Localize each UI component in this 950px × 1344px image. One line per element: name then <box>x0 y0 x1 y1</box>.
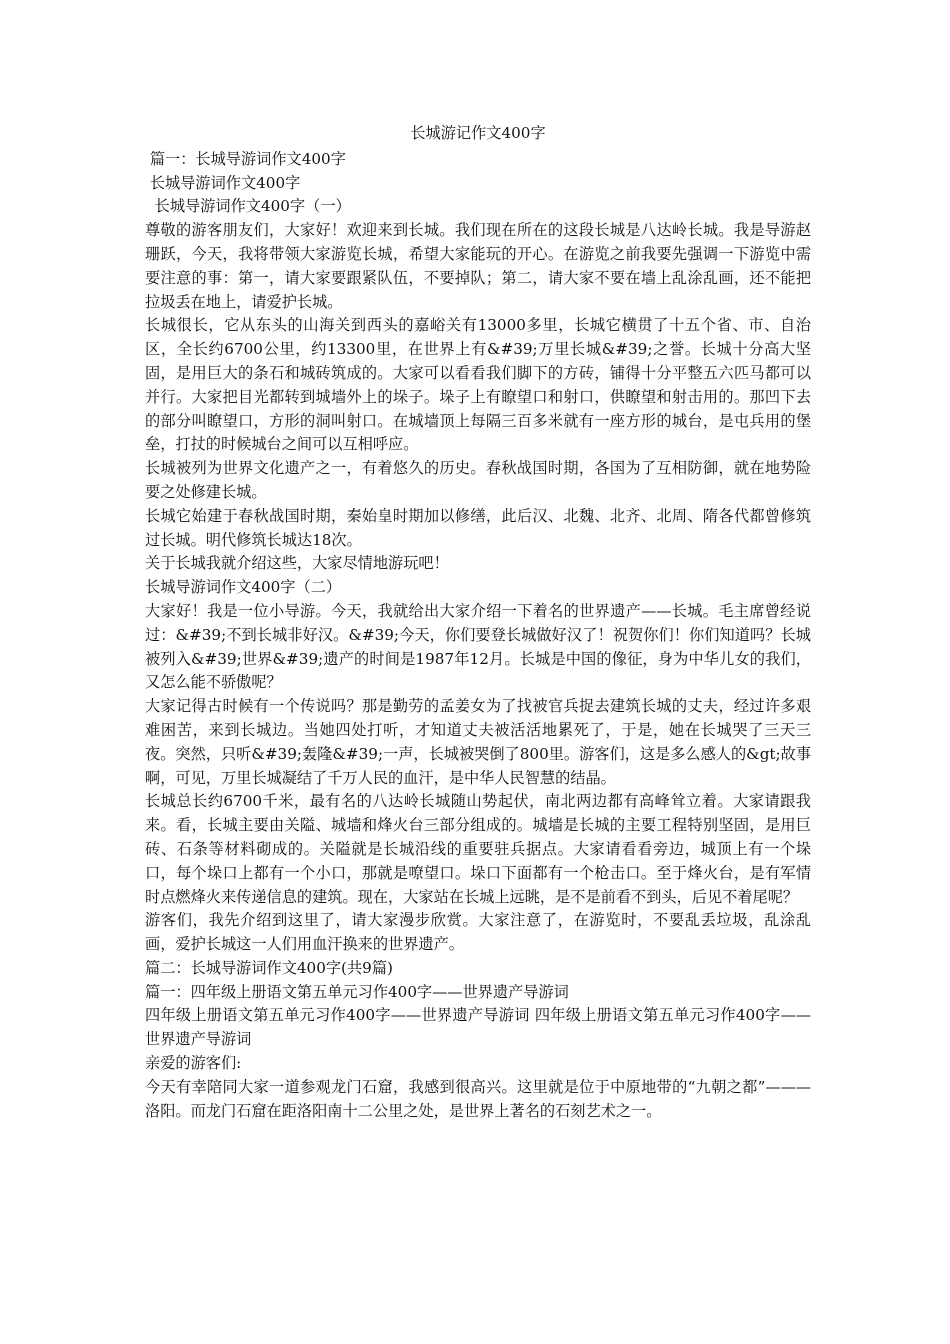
paragraph-8: 大家记得古时候有一个传说吗？那是勤劳的孟姜女为了找被官兵捉去建筑长城的丈夫，经过许多艰难困苦，来到长城边。当她四处打听，才知道丈夫被活活地累死了，于是，她在长城哭了三天三夜。突然，只听&#39;轰隆&#39;一声，长城被哭倒了800里。游客们，这是多么感人的&gt;故事啊，可见，万里长城凝结了千万人民的血汗，是中华人民智慧的结晶。 <box>145 697 812 787</box>
heading-line-1: 篇一：长城导游词作文400字 <box>145 149 346 168</box>
paragraph-2: 长城很长，它从东头的山海关到西头的嘉峪关有13000多里，长城它横贯了十五个省、市、自治区，全长约6700公里，约13300里，在世界上有&#39;万里长城&#39;之誉。长城十分高大坚固，是用巨大的条石和城砖筑成的。大家可以看看我们脚下的方砖，铺得十分平整五六匹马都可以并行。大家把目光都转到城墙外上的垛子。垛子上有瞭望口和射口，供瞭望和射击用的。那凹下去的部分叫瞭望口，方形的洞叫射口。在城墙顶上每隔三百多米就有一座方形的城台，是屯兵用的堡垒，打扙的时候城台之间可以互相呼应。 <box>145 316 811 454</box>
paragraph-15: 今天有幸陪同大家一道参观龙门石窟，我感到很高兴。这里就是位于中原地带的“九朝之都”———洛阳。而龙门石窟在距洛阳南十二公里之处，是世界上著名的石刻艺术之一。 <box>145 1077 811 1120</box>
paragraph-11: 篇二：长城导游词作文400字(共9篇) <box>145 958 393 977</box>
paragraph-14: 亲爱的游客们: <box>145 1054 242 1073</box>
paragraph-13: 四年级上册语文第五单元习作400字——世界遗产导游词 四年级上册语文第五单元习作400字——世界遗产导游词 <box>145 1006 811 1049</box>
paragraph-12: 篇一：四年级上册语文第五单元习作400字——世界遗产导游词 <box>145 982 569 1001</box>
heading-line-2: 长城导游词作文400字 <box>145 173 301 192</box>
paragraph-9: 长城总长约6700千米，最有名的八达岭长城随山势起伏，南北两边都有高峰耸立着。大家请跟我来。看，长城主要由关隘、城墙和烽火台三部分组成的。城墙是长城的主要工程特别坚固，是用巨砖、石条等材料砌成的。关隘就是长城沿线的重要驻兵据点。大家请看看旁边，城顶上有一个垛口，每个垛口上都有一个小口，那就是嘹望口。垛口下面都有一个枪击口。至于烽火台，是有军情时点燃烽火来传递信息的建筑。现在，大家站在长城上远眺，是不是前看不到头，后见不着尾呢？ <box>145 792 811 906</box>
paragraph-3: 长城被列为世界文化遗产之一，有着悠久的历史。春秋战国时期，各国为了互相防御，就在地势险要之处修建长城。 <box>145 459 811 501</box>
paragraph-5: 关于长城我就介绍这些，大家尽情地游玩吧！ <box>145 554 449 573</box>
document-body <box>145 122 811 1123</box>
paragraph-4: 长城它始建于春秋战国时期，秦始皇时期加以修缮，此后汉、北魏、北齐、北周、隋各代都曾修筑过长城。明代修筑长城达18次。 <box>145 506 811 549</box>
paragraph-6: 长城导游词作文400字（二） <box>145 578 342 597</box>
paragraph-10: 游客们，我先介绍到这里了，请大家漫步欣赏。大家注意了，在游览时，不要乱丢垃圾，乱涂乱画，爱护长城这一人们用血汗换来的世界遗产。 <box>145 911 811 954</box>
paragraph-7: 大家好！我是一位小导游。今天，我就给出大家介绍一下着名的世界遗产——长城。毛主席曾经说过：&#39;不到长城非好汉。&#39;今天，你们要登长城做好汉了！祝贺你们！你们知道吗？长城被列入&#39;世界&#39;遗产的时间是1987年12月。长城是中国的像征，身为中华儿女的我们，又怎么能不骄傲呢？ <box>145 601 811 692</box>
heading-line-3: 长城导游词作文400字（一） <box>145 197 351 216</box>
document-title: 长城游记作文400字 <box>410 124 546 142</box>
paragraph-1: 尊敬的游客朋友们，大家好！欢迎来到长城。我们现在所在的这段长城是八达岭长城。我是导游赵珊跃，今天，我将带领大家游览长城，希望大家能玩的开心。在游览之前我要先强调一下游览中需要注意的事：第一，请大家要跟紧队伍，不要掉队；第二，请大家不要在墙上乱涂乱画，还不能把拉圾丢在地上，请爱护长城。 <box>145 221 811 311</box>
